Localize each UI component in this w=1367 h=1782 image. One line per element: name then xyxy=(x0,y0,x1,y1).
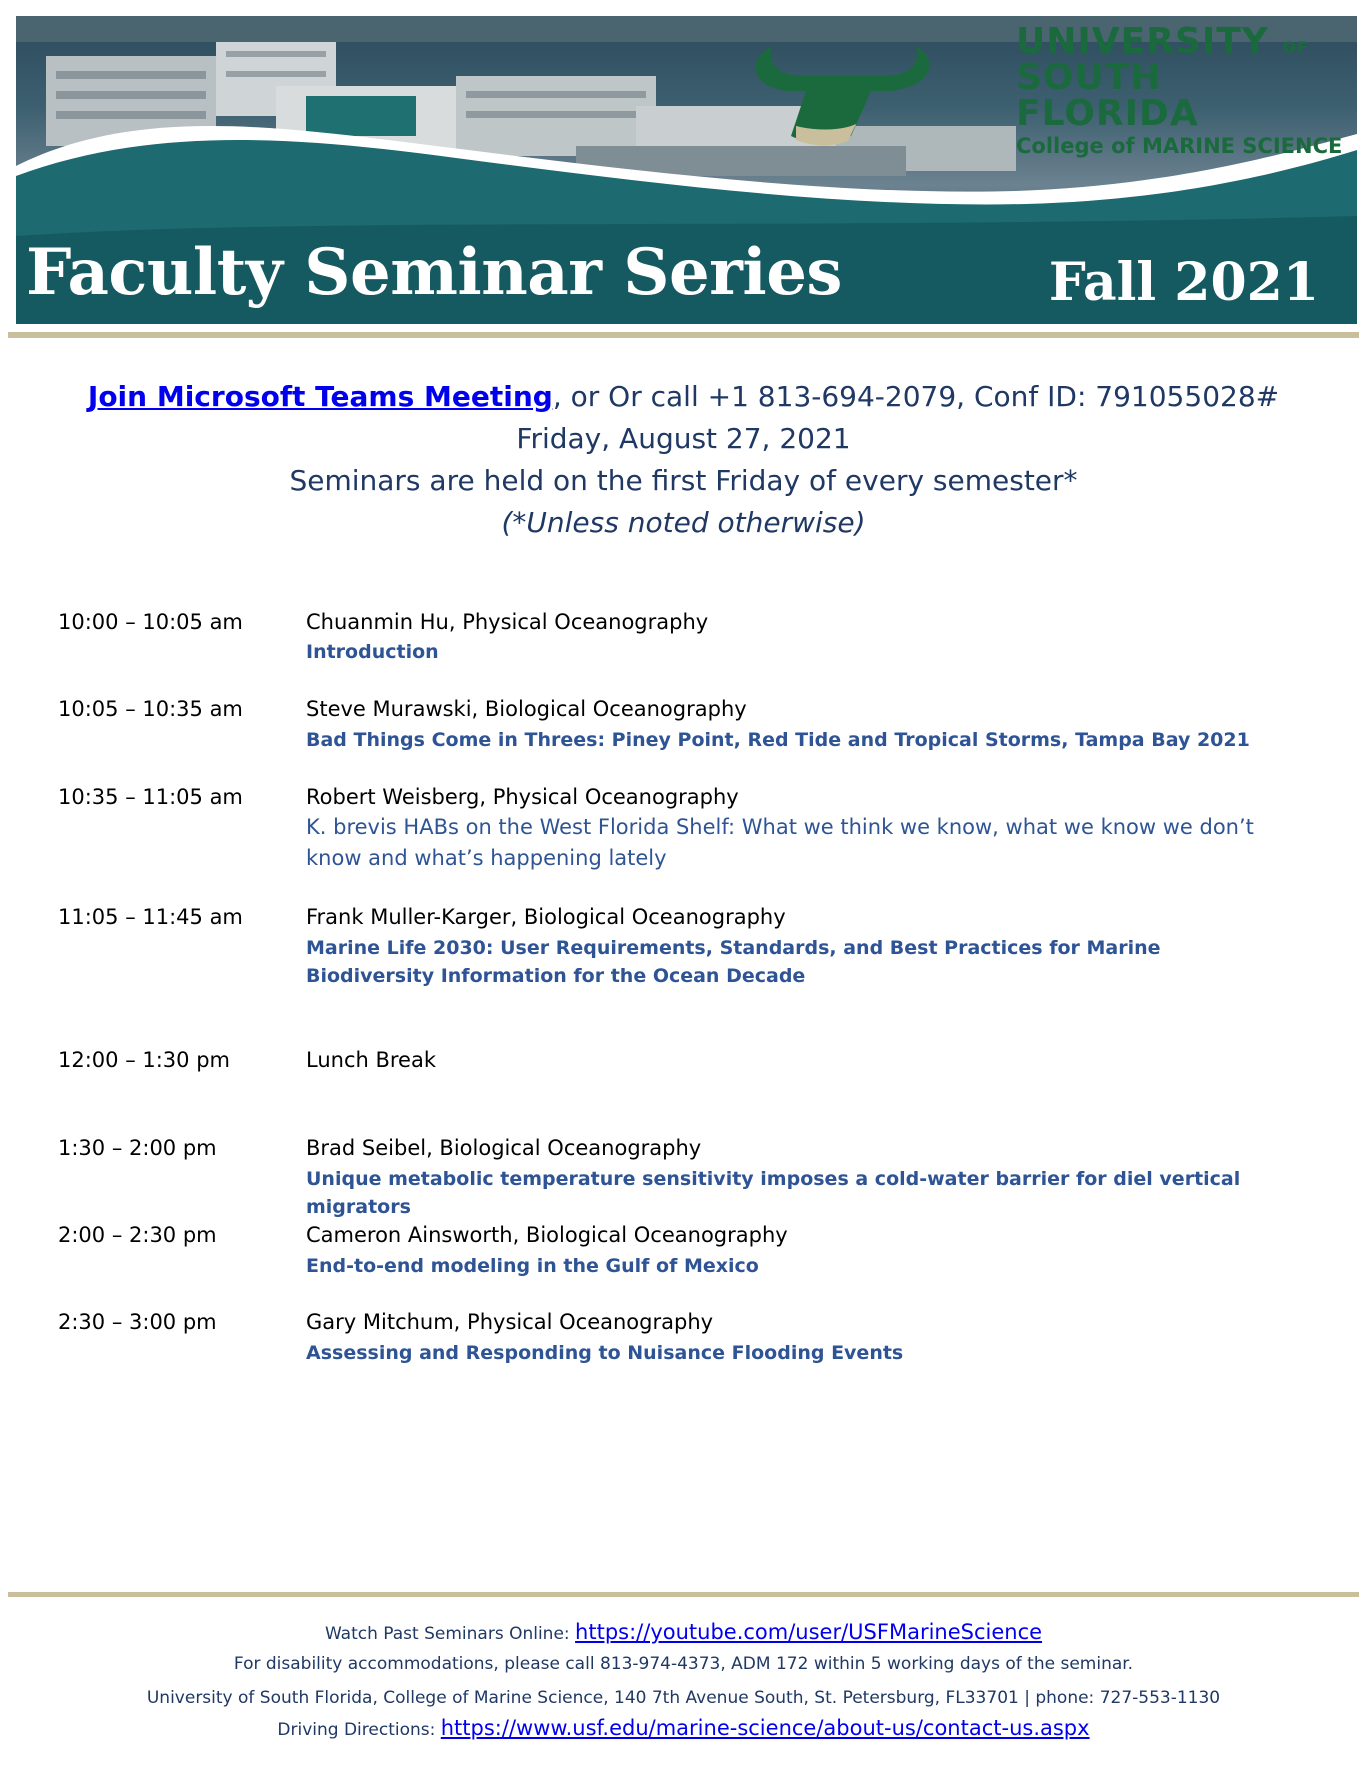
footer-past-seminars xyxy=(0,1620,1367,1644)
slot-speaker: Frank Muller-Karger, Biological Oceanography xyxy=(306,905,786,929)
directions-label: Driving Directions: xyxy=(277,1720,441,1740)
slot-time: 10:00 – 10:05 am xyxy=(58,610,243,634)
header-banner xyxy=(16,16,1357,324)
slot-time: 2:30 – 3:00 pm xyxy=(58,1310,217,1334)
slot-speaker: Lunch Break xyxy=(306,1048,437,1072)
logo-line1: UNIVERSITY xyxy=(1016,21,1269,62)
join-teams-link[interactable]: Join Microsoft Teams Meeting xyxy=(87,380,553,413)
footer-address: University of South Florida, College of Marine Science, 140 7th Avenue South, St. Petersburg, FL33701 | phone: 727-553-1130 xyxy=(146,1688,1221,1708)
series-title: Faculty Seminar Series xyxy=(26,235,842,310)
bottom-divider xyxy=(8,1592,1359,1597)
slot-speaker: Cameron Ainsworth, Biological Oceanography xyxy=(306,1223,788,1247)
slot-speaker: Gary Mitchum, Physical Oceanography xyxy=(306,1310,714,1334)
series-term: Fall 2021 xyxy=(1048,252,1319,313)
footer-disability: For disability accommodations, please call 813-974-4373, ADM 172 within 5 working days of the seminar. xyxy=(233,1654,1134,1674)
logo-line2: SOUTH FLORIDA xyxy=(1016,57,1199,134)
top-divider xyxy=(8,332,1359,338)
slot-talk-title: Unique metabolic temperature sensitivity imposes a cold-water barrier for diel vertical migrators xyxy=(306,1168,1241,1218)
slot-speaker: Brad Seibel, Biological Oceanography xyxy=(306,1136,702,1160)
slot-talk-title: Introduction xyxy=(306,641,439,663)
slot-time: 2:00 – 2:30 pm xyxy=(58,1223,217,1247)
past-seminars-label: Watch Past Seminars Online: xyxy=(324,1624,576,1644)
slot-talk-title: Bad Things Come in Threes: Piney Point, Red Tide and Tropical Storms, Tampa Bay 2021 xyxy=(306,729,1250,751)
slot-time: 1:30 – 2:00 pm xyxy=(58,1136,217,1160)
slot-time: 11:05 – 11:45 am xyxy=(58,905,243,929)
slot-speaker: Robert Weisberg, Physical Oceanography xyxy=(306,785,739,809)
schedule-note: Seminars are held on the first Friday of every semester* xyxy=(289,464,1078,497)
logo-line3: College of MARINE SCIENCE xyxy=(1016,134,1343,158)
schedule-note-italic: (*Unless noted otherwise) xyxy=(501,506,866,539)
slot-time: 10:35 – 11:05 am xyxy=(58,785,243,809)
slot-talk-title: K. brevis HABs on the West Florida Shelf: What we think we know, what we know we don’t know and what’s happening lately xyxy=(306,815,1254,870)
slot-time: 10:05 – 10:35 am xyxy=(58,697,243,721)
meeting-info xyxy=(0,376,1367,544)
slot-speaker: Chuanmin Hu, Physical Oceanography xyxy=(306,610,709,634)
logo-line1-suffix: OF xyxy=(1282,38,1309,57)
call-info: , or Or call +1 813-694-2079, Conf ID: 791055028# xyxy=(552,380,1280,413)
slot-talk-title: End-to-end modeling in the Gulf of Mexico xyxy=(306,1255,759,1277)
footer-directions xyxy=(0,1716,1367,1740)
join-line xyxy=(0,376,1367,418)
seminar-date: Friday, August 27, 2021 xyxy=(516,422,851,455)
slot-speaker: Steve Murawski, Biological Oceanography xyxy=(306,697,747,721)
slot-talk-title: Marine Life 2030: User Requirements, Standards, and Best Practices for Marine Biodiversity Information for the Ocean Decade xyxy=(306,937,1161,987)
slot-talk-title: Assessing and Responding to Nuisance Flooding Events xyxy=(306,1342,904,1364)
directions-link[interactable]: https://www.usf.edu/marine-science/about-us/contact-us.aspx xyxy=(440,1716,1090,1740)
youtube-link[interactable]: https://youtube.com/user/USFMarineScience xyxy=(575,1620,1043,1644)
slot-time: 12:00 – 1:30 pm xyxy=(58,1048,230,1072)
usf-wordmark xyxy=(1016,21,1357,158)
